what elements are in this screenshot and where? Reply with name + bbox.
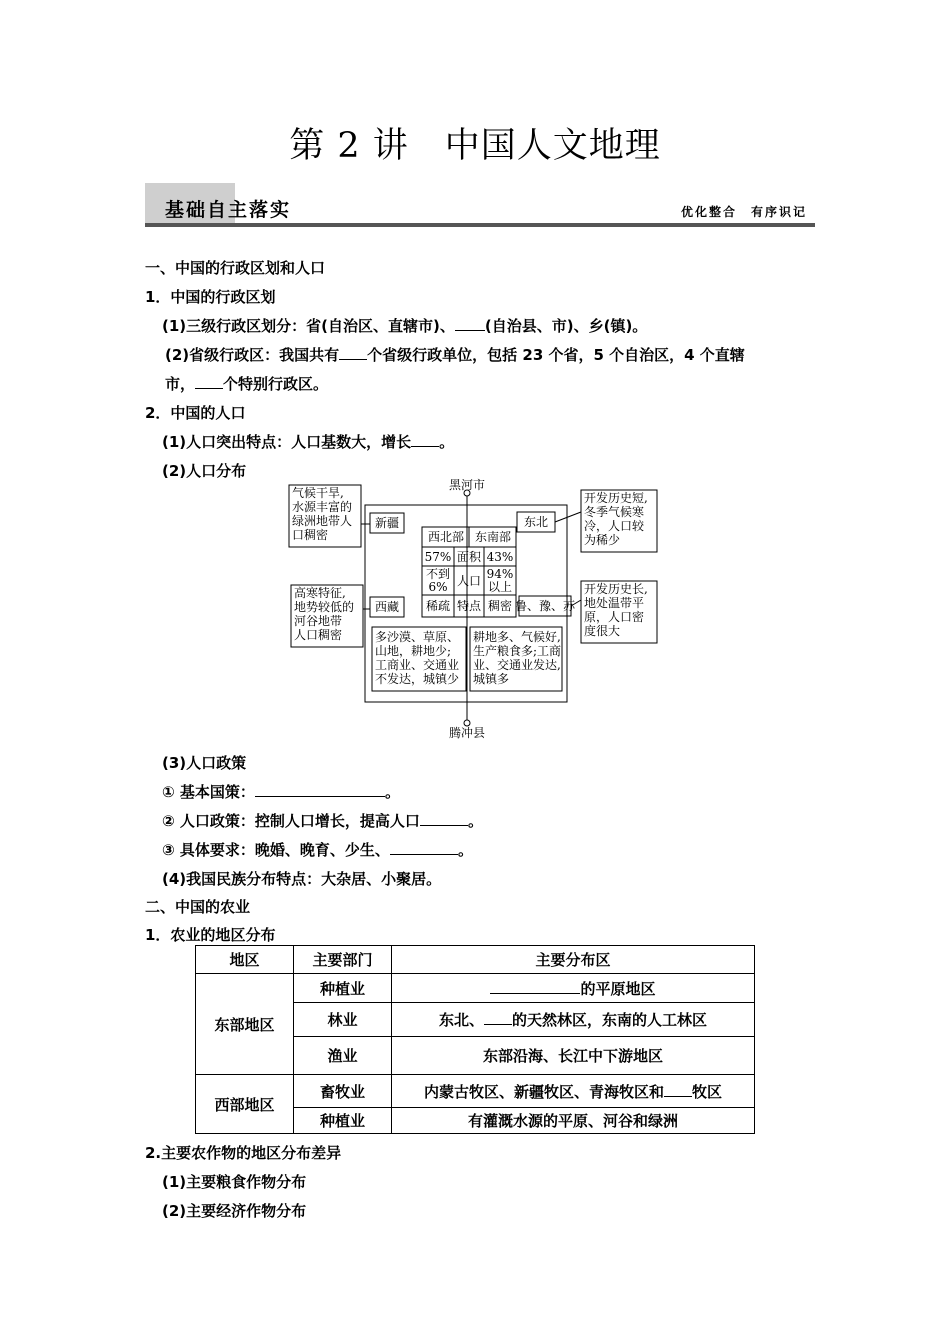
text: 牧区 <box>692 1082 723 1101</box>
text: 内蒙古牧区、新疆牧区、青海牧区和 <box>423 1082 664 1101</box>
subheading-admin: 1．中国的行政区划 <box>145 288 276 306</box>
para-provincial-cont <box>165 373 328 394</box>
sector-cell: 种植业 <box>294 1108 392 1134</box>
text: (1)三级行政区划分：省(自治区、直辖市)、 <box>162 317 455 335</box>
xinjiang-desc-3: 绿洲地带人 <box>292 514 353 528</box>
xizang-desc-4: 人口稠密 <box>294 628 343 642</box>
sector-cell: 渔业 <box>294 1037 392 1075</box>
table-row <box>196 974 755 1003</box>
text: 市， <box>165 375 196 393</box>
para-pop-policy: (3)人口政策 <box>162 754 247 772</box>
table-header-row <box>196 946 755 974</box>
subheading-crop-distribution: 2.主要农作物的地区分布差异 <box>145 1144 342 1162</box>
text: 的天然林区，东南的人工林区 <box>512 1011 708 1029</box>
para-grain-crops: (1)主要粮食作物分布 <box>162 1173 307 1191</box>
west-desc-2: 山地，耕地少; <box>375 644 452 658</box>
west-desc-3: 工商业、交通业 <box>375 658 460 672</box>
answer-blank <box>484 1010 512 1025</box>
xinjiang-desc-2: 水源丰富的 <box>292 500 353 514</box>
luyusu-desc-1: 开发历史长, <box>584 582 648 596</box>
luyusu-desc-3: 原，人口密 <box>584 610 645 624</box>
text: (2)省级行政区：我国共有 <box>165 346 340 364</box>
para-pop-distribution: (2)人口分布 <box>162 462 247 480</box>
population-distribution-diagram <box>285 475 675 745</box>
heihe-label: 黑河市 <box>448 478 486 492</box>
answer-blank <box>390 840 458 855</box>
section-heading-1: 一、中国的行政区划和人口 <box>145 259 326 277</box>
grid-pop-east-2: 以上 <box>487 580 513 594</box>
area-cell <box>392 1003 755 1037</box>
grid-pop-label: 人口 <box>456 574 482 588</box>
grid-pop-east-1: 94% <box>486 567 514 581</box>
tengchong-label: 腾冲县 <box>448 726 486 740</box>
answer-blank <box>339 345 367 360</box>
dongbei-desc-1: 开发历史短, <box>584 491 648 505</box>
dongbei-desc-3: 冷，人口较 <box>584 519 645 533</box>
agriculture-table <box>195 945 755 1134</box>
xizang-label: 西藏 <box>374 600 400 614</box>
grid-feature-west: 稀疏 <box>425 599 451 613</box>
para-ethnic: (4)我国民族分布特点：大杂居、小聚居。 <box>162 870 442 888</box>
section-banner <box>145 183 815 229</box>
grid-header-east: 东南部 <box>474 530 512 544</box>
header-region: 地区 <box>196 946 294 974</box>
text: (1)人口突出特点：人口基数大，增长 <box>162 433 412 451</box>
grid-feature-east: 稠密 <box>487 599 513 613</box>
answer-blank <box>664 1082 692 1097</box>
west-desc-4: 不发达，城镇少 <box>375 672 460 686</box>
xizang-desc-3: 河谷地带 <box>294 614 343 628</box>
subheading-population: 2．中国的人口 <box>145 404 246 422</box>
answer-blank <box>490 979 580 994</box>
para-cash-crops: (2)主要经济作物分布 <box>162 1202 307 1220</box>
luyusu-desc-4: 度很大 <box>584 624 621 638</box>
area-cell <box>392 974 755 1003</box>
subheading-agri-distribution: 1．农业的地区分布 <box>145 926 276 944</box>
grid-pop-west-2: 6% <box>428 580 448 594</box>
east-desc-1: 耕地多、气候好, <box>473 630 561 644</box>
para-three-level <box>162 315 647 336</box>
dongbei-desc-4: 为稀少 <box>584 533 621 547</box>
dongbei-label: 东北 <box>523 515 549 529</box>
answer-blank <box>455 316 485 331</box>
text: 。 <box>467 812 483 830</box>
text: ① 基本国策： <box>162 783 255 801</box>
grid-header-west: 西北部 <box>427 530 465 544</box>
grid-feature-label: 特点 <box>456 599 482 613</box>
para-provincial <box>165 344 745 365</box>
east-desc-3: 业、交通业发达, <box>473 658 561 672</box>
text: 个省级行政单位，包括 23 个省，5 个自治区，4 个直辖 <box>367 346 745 364</box>
xizang-desc-1: 高寒特征, <box>294 586 346 600</box>
area-cell <box>392 1075 755 1108</box>
answer-blank <box>195 374 223 389</box>
area-cell: 有灌溉水源的平原、河谷和绿洲 <box>392 1108 755 1134</box>
page-title: 第 2 讲 中国人文地理 <box>289 126 661 166</box>
text: 的平原地区 <box>580 979 656 998</box>
xinjiang-label: 新疆 <box>374 516 400 530</box>
text: 东北、 <box>438 1011 484 1029</box>
dongbei-desc-2: 冬季气候寒 <box>584 505 645 519</box>
text: (自治县、市)、乡(镇)。 <box>484 317 648 335</box>
grid-area-west: 57% <box>424 550 452 564</box>
xinjiang-desc-1: 气候干旱, <box>292 486 344 500</box>
grid-area-label: 面积 <box>456 550 482 564</box>
luyusu-label: 鲁、豫、苏 <box>514 599 576 613</box>
banner-label: 基础自主落实 <box>165 199 292 221</box>
table-row <box>196 1075 755 1108</box>
grid-area-east: 43% <box>486 550 514 564</box>
xizang-desc-2: 地势较低的 <box>294 600 355 614</box>
banner-rule <box>145 223 815 227</box>
answer-blank <box>255 782 385 797</box>
answer-blank <box>420 811 468 826</box>
text: 个特别行政区。 <box>223 375 329 393</box>
text: 。 <box>457 841 473 859</box>
section-heading-2: 二、中国的农业 <box>145 898 251 916</box>
answer-blank <box>411 432 439 447</box>
header-area: 主要分布区 <box>392 946 755 974</box>
xinjiang-desc-4: 口稠密 <box>292 528 329 542</box>
east-desc-2: 生产粮食多;工商 <box>473 644 562 658</box>
sector-cell: 畜牧业 <box>294 1075 392 1108</box>
grid-pop-west-1: 不到 <box>425 567 451 581</box>
area-cell: 东部沿海、长江中下游地区 <box>392 1037 755 1075</box>
banner-subtitle: 优化整合 有序识记 <box>680 205 807 219</box>
east-desc-4: 城镇多 <box>473 672 510 686</box>
para-requirements <box>162 839 473 860</box>
sector-cell: 林业 <box>294 1003 392 1037</box>
para-pop-control <box>162 810 483 831</box>
region-east: 东部地区 <box>196 974 294 1075</box>
header-sector: 主要部门 <box>294 946 392 974</box>
sector-cell: 种植业 <box>294 974 392 1003</box>
text: ② 人口政策：控制人口增长，提高人口 <box>162 812 420 830</box>
para-basic-policy <box>162 781 400 802</box>
text: 。 <box>384 783 400 801</box>
text: ③ 具体要求：晚婚、晚育、少生、 <box>162 841 390 859</box>
luyusu-desc-2: 地处温带平 <box>584 596 645 610</box>
west-desc-1: 多沙漠、草原、 <box>375 630 460 644</box>
text: 。 <box>439 433 455 451</box>
para-pop-feature <box>162 431 454 452</box>
region-west: 西部地区 <box>196 1075 294 1134</box>
